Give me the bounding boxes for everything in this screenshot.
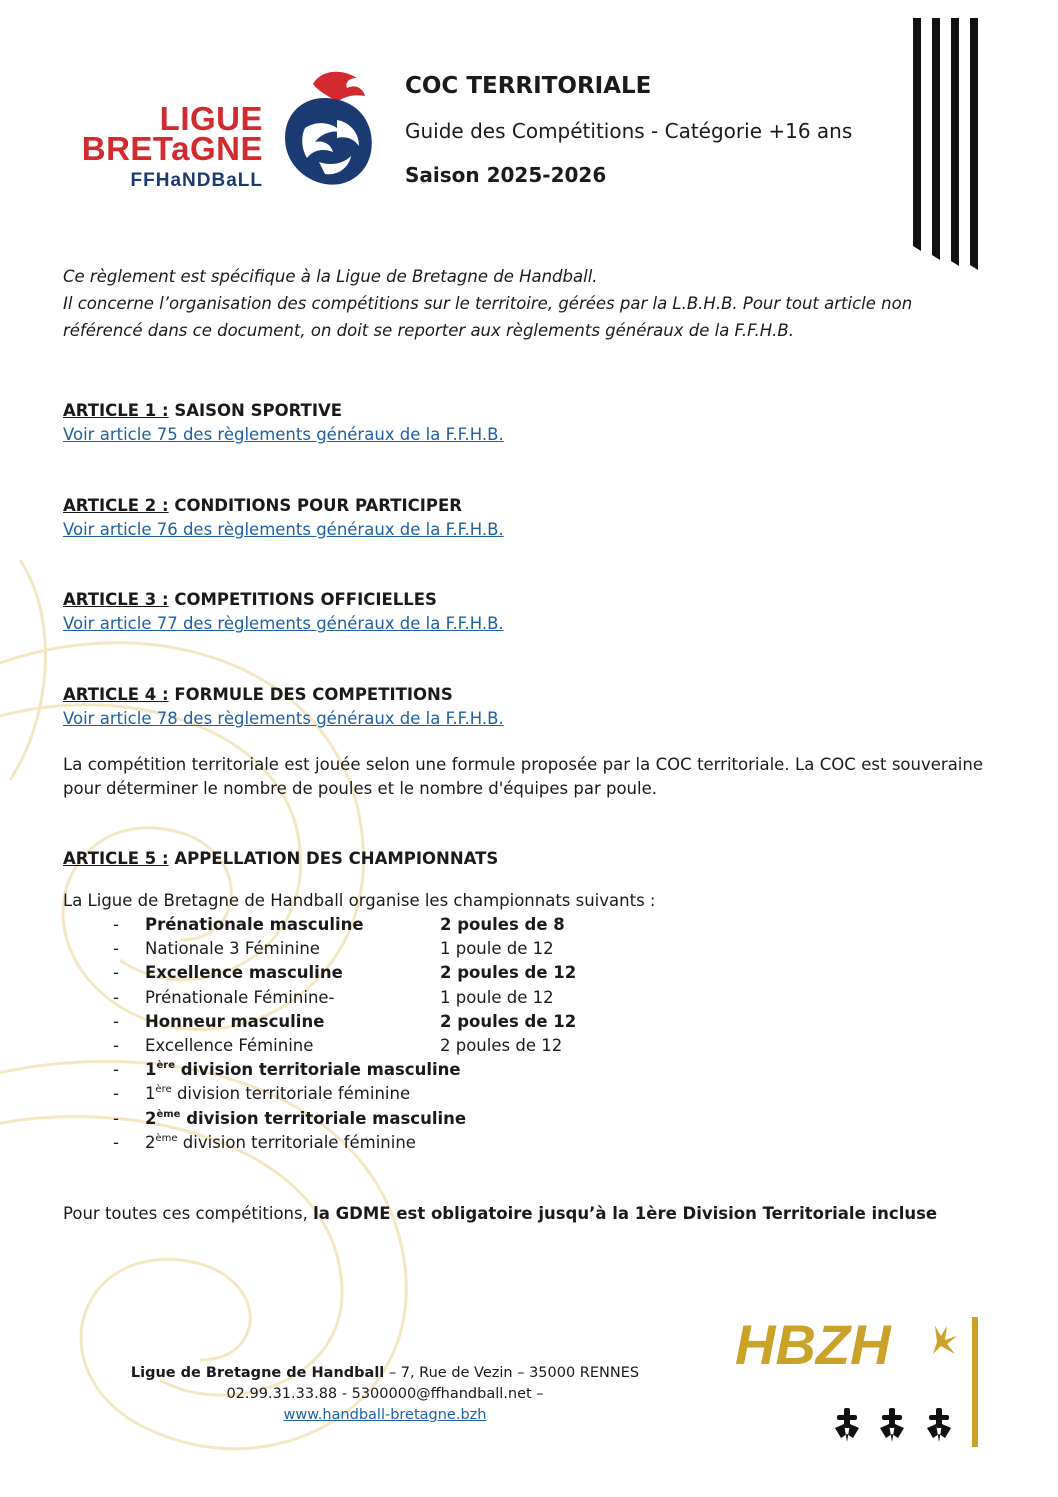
championship-name [145, 1107, 466, 1131]
division-label: division territoriale féminine [177, 1132, 416, 1152]
article-5 [63, 847, 498, 871]
article-heading [63, 683, 504, 707]
list-dash: - [113, 1108, 119, 1128]
gdme-notice [63, 1202, 937, 1226]
article-number: ARTICLE 3 : [63, 590, 169, 609]
division-ordinal: ème [156, 1108, 181, 1120]
hbzh-logo-text: HBZH [735, 1313, 891, 1376]
championship-name: Prénationale masculine [145, 915, 364, 934]
championship-pools: 2 poules de 8 [440, 915, 565, 934]
division-label: division territoriale masculine [174, 1060, 461, 1080]
division-ordinal: ère [156, 1060, 175, 1072]
championship-pools: 1 poule de 12 [440, 939, 554, 959]
article-number: ARTICLE 4 : [63, 685, 169, 704]
ligue-bretagne-logo [58, 100, 263, 196]
logo-line-ffhandball: FFHaNDBaLL [130, 170, 263, 191]
document-header [405, 70, 852, 188]
championship-name: Honneur masculine [145, 1011, 325, 1031]
rooster-logo-icon [275, 66, 380, 191]
article-5-intro: La Ligue de Bretagne de Handball organise les championnats suivants : [63, 891, 656, 910]
article-title: APPELLATION DES CHAMPIONNATS [168, 849, 499, 868]
championship-pools: 2 poules de 12 [440, 1011, 577, 1031]
championship-pools: 2 poules de 12 [440, 1035, 563, 1055]
article-heading [63, 494, 504, 518]
intro-paragraph [63, 263, 983, 344]
list-dash: - [113, 1060, 119, 1080]
division-ordinal: ème [155, 1132, 178, 1144]
division-number: 2 [145, 1108, 157, 1128]
hbzh-logo [735, 1312, 985, 1452]
article-2 [63, 494, 504, 542]
intro-line-2: Il concerne l’organisation des compétitions sur le territoire, gérées par la L.B.H.B. Pour tout article non référencé dans ce document, on doit se reporter aux règlements généraux de la F.F.H.B. [63, 294, 913, 340]
document-title: COC TERRITORIALE [405, 73, 652, 99]
article-1 [63, 399, 504, 447]
article-number: ARTICLE 1 : [63, 401, 169, 420]
division-number: 2 [145, 1132, 156, 1152]
footer-website-link[interactable]: www.handball-bretagne.bzh [283, 1407, 487, 1423]
list-dash: - [113, 987, 119, 1007]
division-number: 1 [145, 1084, 156, 1104]
article-title: COMPETITIONS OFFICIELLES [168, 590, 437, 609]
championship-name [145, 1058, 461, 1082]
article-4-link[interactable]: Voir article 78 des règlements généraux de la F.F.H.B. [63, 709, 504, 728]
championship-name [145, 1082, 410, 1106]
championship-name: Excellence masculine [145, 963, 343, 983]
list-dash: - [113, 939, 119, 959]
list-dash: - [113, 1084, 119, 1104]
list-dash: - [113, 1132, 119, 1152]
article-number: ARTICLE 5 : [63, 849, 169, 868]
championship-name: Nationale 3 Féminine [145, 939, 320, 959]
footer-org-name: Ligue de Bretagne de Handball [130, 1365, 385, 1381]
black-stripes-decoration [910, 18, 982, 270]
footer-contact: 02.99.31.33.88 - 5300000@ffhandball.net – [226, 1386, 544, 1402]
list-dash: - [113, 915, 119, 934]
division-number: 1 [145, 1060, 157, 1080]
article-heading [63, 399, 504, 423]
season-label: Saison 2025-2026 [405, 163, 607, 187]
logo-line-bretagne: BRETaGNE [81, 130, 263, 167]
championship-pools: 1 poule de 12 [440, 987, 554, 1007]
division-label: division territoriale masculine [180, 1108, 467, 1128]
gdme-notice-emphasis: la GDME est obligatoire jusqu’à la 1ère Division Territoriale incluse [313, 1204, 938, 1223]
championship-name: Prénationale Féminine- [145, 987, 335, 1007]
article-4 [63, 683, 504, 731]
championship-pools: 2 poules de 12 [440, 963, 577, 983]
article-3-link[interactable]: Voir article 77 des règlements généraux de la F.F.H.B. [63, 614, 504, 633]
article-heading [63, 847, 498, 871]
gdme-notice-lead: Pour toutes ces compétitions, [63, 1204, 314, 1223]
list-dash: - [113, 1035, 119, 1055]
article-1-link[interactable]: Voir article 75 des règlements généraux de la F.F.H.B. [63, 425, 504, 444]
logo-line-ligue: LIGUE [159, 100, 263, 137]
article-number: ARTICLE 2 : [63, 496, 169, 515]
championship-name [145, 1131, 416, 1155]
division-ordinal: ère [155, 1084, 172, 1096]
article-2-link[interactable]: Voir article 76 des règlements généraux de la F.F.H.B. [63, 520, 504, 539]
article-3 [63, 588, 504, 636]
document-subtitle: Guide des Compétitions - Catégorie +16 ans [405, 119, 853, 143]
article-title: CONDITIONS POUR PARTICIPER [168, 496, 462, 515]
intro-line-1: Ce règlement est spécifique à la Ligue de Bretagne de Handball. [63, 267, 598, 286]
list-dash: - [113, 1011, 119, 1031]
article-title: SAISON SPORTIVE [168, 401, 342, 420]
footer-address: – 7, Rue de Vezin – 35000 RENNES [384, 1365, 640, 1381]
footer-address-line [110, 1363, 660, 1384]
article-title: FORMULE DES COMPETITIONS [168, 685, 453, 704]
division-label: division territoriale féminine [171, 1084, 411, 1104]
list-dash: - [113, 963, 119, 983]
page-footer [110, 1363, 660, 1426]
article-heading [63, 588, 504, 612]
article-4-text: La compétition territoriale est jouée selon une formule proposée par la COC territoriale. La COC est souveraine pour déterminer le nombre de poules et le nombre d'équipes par poule. [63, 755, 983, 798]
championship-name: Excellence Féminine [145, 1035, 314, 1055]
